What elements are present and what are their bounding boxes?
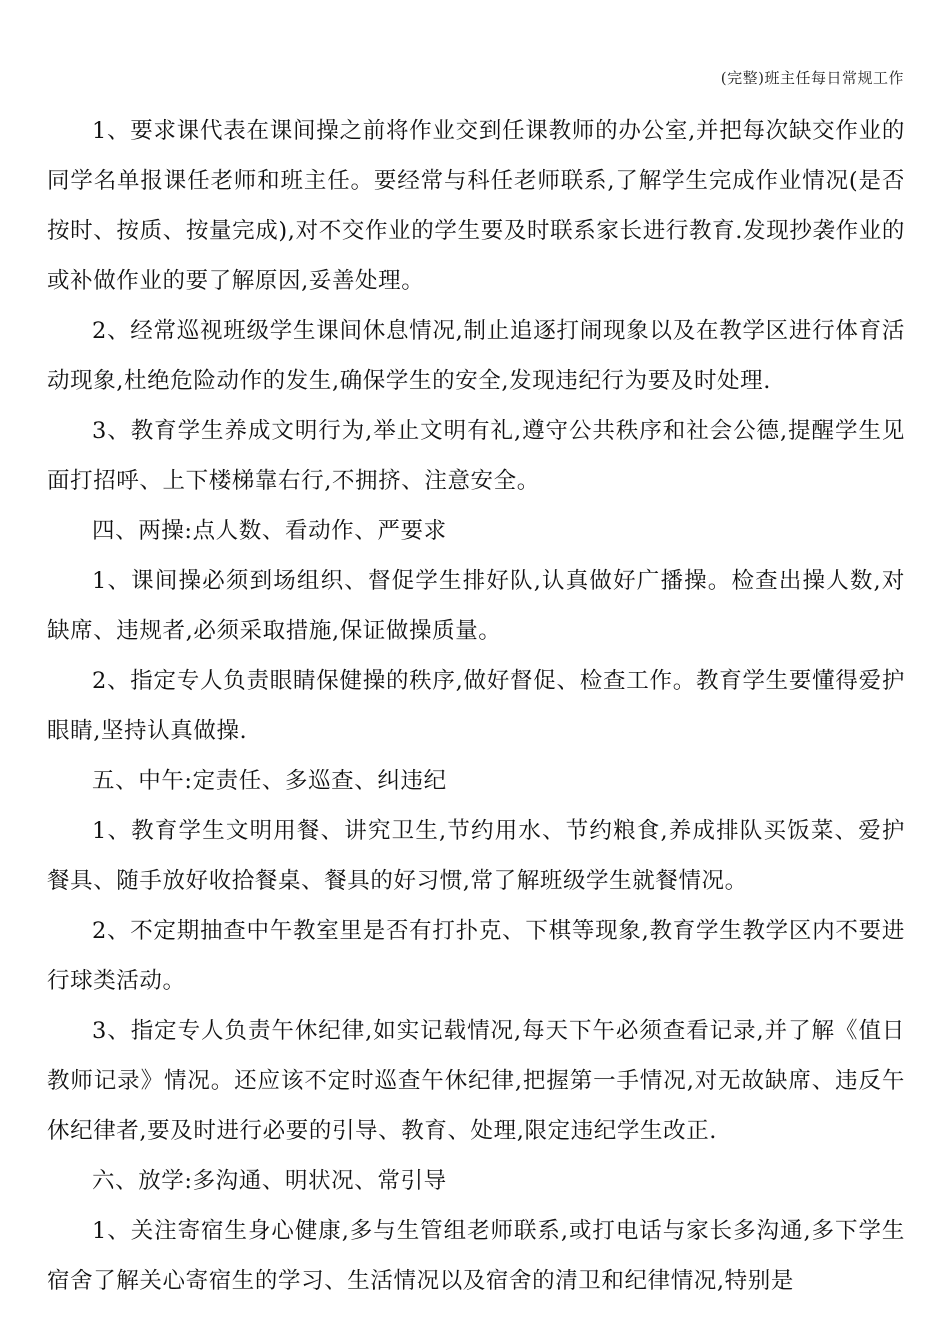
paragraph-eye-exercise: 2、指定专人负责眼睛保健操的秩序,做好督促、检查工作。教育学生要懂得爱护眼睛,坚持认真做操. bbox=[47, 668, 905, 744]
paragraph-nap-discipline: 3、指定专人负责午休纪律,如实记载情况,每天下午必须查看记录,并了解《值日教师记录》情况。还应该不定时巡查午休纪律,把握第一手情况,对无故缺席、违反午休纪律者,要及时进行必要的引导、教育、处理,限定违纪学生改正. bbox=[47, 1018, 905, 1144]
paragraph-dining: 1、教育学生文明用餐、讲究卫生,节约用水、节约粮食,养成排队买饭菜、爱护餐具、随手放好收拾餐桌、餐具的好习惯,常了解班级学生就餐情况。 bbox=[47, 818, 905, 894]
section-heading-exercises: 四、两操:点人数、看动作、严要求 bbox=[92, 518, 447, 544]
section-heading-noon: 五、中午:定责任、多巡查、纠违纪 bbox=[92, 768, 447, 794]
paragraph-boarders: 1、关注寄宿生身心健康,多与生管组老师联系,或打电话与家长多沟通,多下学生宿舍了解关心寄宿生的学习、生活情况以及宿舍的清卫和纪律情况,特别是 bbox=[47, 1218, 905, 1294]
paragraph-homework: 1、要求课代表在课间操之前将作业交到任课教师的办公室,并把每次缺交作业的同学名单报课任老师和班主任。要经常与科任老师联系,了解学生完成作业情况(是否按时、按质、按量完成),对不交作业的学生要及时联系家长进行教育.发现抄袭作业的或补做作业的要了解原因,妥善处理。 bbox=[47, 118, 905, 294]
running-header: (完整)班主任每日常规工作 bbox=[720, 69, 904, 87]
paragraph-civility: 3、教育学生养成文明行为,举止文明有礼,遵守公共秩序和社会公德,提醒学生见面打招呼、上下楼梯靠右行,不拥挤、注意安全。 bbox=[47, 418, 905, 494]
paragraph-break-patrol: 2、经常巡视班级学生课间休息情况,制止追逐打闹现象以及在教学区进行体育活动现象,杜绝危险动作的发生,确保学生的安全,发现违纪行为要及时处理. bbox=[47, 318, 905, 394]
body-text bbox=[47, 106, 905, 1306]
paragraph-morning-exercise: 1、课间操必须到场组织、督促学生排好队,认真做好广播操。检查出操人数,对缺席、违规者,必须采取措施,保证做操质量。 bbox=[47, 568, 905, 644]
paragraph-noon-check: 2、不定期抽查中午教室里是否有打扑克、下棋等现象,教育学生教学区内不要进行球类活动。 bbox=[47, 918, 905, 994]
section-heading-dismissal: 六、放学:多沟通、明状况、常引导 bbox=[92, 1168, 447, 1194]
